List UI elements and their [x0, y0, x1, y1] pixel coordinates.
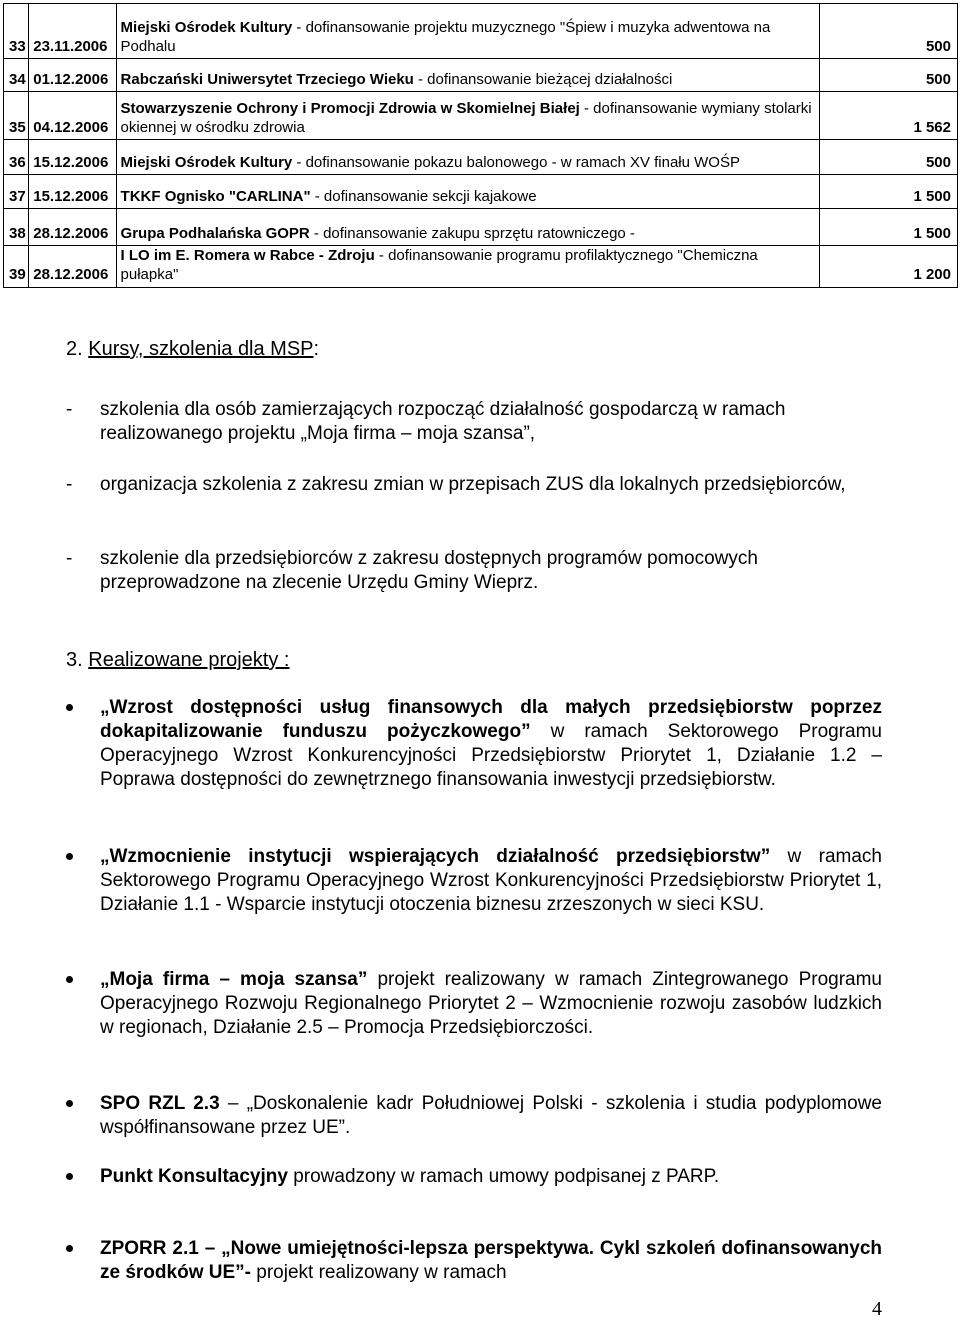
row-purpose: - dofinansowanie sekcji kajakowe: [310, 188, 537, 205]
row-purpose: - dofinansowanie programu profilaktycznego "Chemiczna pułapka": [120, 247, 758, 283]
row-amount: 1 500: [820, 175, 958, 209]
section-2-number: 2.: [66, 338, 83, 360]
project-description: w ramach Sektorowego Programu Operacyjnego Wzrost Konkurencyjności Przedsiębiorstw Priorytet 1, Działanie 1.2 – Poprawa dostępności do zewnętrznego finansowania inwestycji przedsiębiorstw.: [100, 721, 882, 790]
grants-table: [3, 3, 958, 288]
row-organization: Miejski Ośrodek Kultury: [120, 154, 293, 171]
section-3-heading: [66, 648, 289, 672]
row-purpose: - dofinansowanie projektu muzycznego "Śpiew i muzyka adwentowa na Podhalu: [120, 19, 771, 55]
row-organization: I LO im E. Romera w Rabce - Zdroju: [120, 247, 375, 264]
row-date: 23.11.2006: [29, 4, 116, 59]
row-description: [116, 175, 820, 209]
row-description: [116, 209, 820, 246]
section-3-title: Realizowane projekty :: [88, 649, 290, 671]
row-organization: Miejski Ośrodek Kultury: [120, 19, 293, 36]
row-amount: 500: [820, 4, 958, 59]
row-number: 38: [4, 209, 29, 246]
table-row: [4, 175, 958, 209]
row-amount: 500: [820, 140, 958, 175]
list-dash: -: [66, 474, 73, 495]
project-name: ZPORR 2.1 – „Nowe umiejętności-lepsza perspektywa. Cykl szkoleń dofinansowanych ze środków UE”-: [100, 1238, 882, 1283]
bullet-icon: [66, 1173, 73, 1180]
list-item-text: szkolenia dla osób zamierzających rozpocząć działalność gospodarczą w ramach realizowanego projektu „Moja firma – moja szansa”,: [100, 399, 786, 444]
bullet-icon: [66, 853, 73, 860]
row-date: 01.12.2006: [29, 59, 116, 92]
page-number: 4: [872, 1298, 882, 1320]
row-date: 15.12.2006: [29, 175, 116, 209]
row-purpose: - dofinansowanie wymiany stolarki okiennej w ośrodku zdrowia: [120, 100, 812, 136]
row-purpose: - dofinansowanie zakupu sprzętu ratowniczego -: [309, 225, 635, 242]
section-2-title: Kursy, szkolenia dla MSP: [88, 338, 314, 360]
table-row: [4, 246, 958, 288]
row-organization: Grupa Podhalańska GOPR: [120, 225, 310, 242]
row-description: [116, 140, 820, 175]
list-item-text: [100, 696, 882, 792]
row-number: 37: [4, 175, 29, 209]
list-item-text: organizacja szkolenia z zakresu zmian w przepisach ZUS dla lokalnych przedsiębiorców,: [100, 474, 846, 495]
table-row: [4, 59, 958, 92]
list-item-text: szkolenie dla przedsiębiorców z zakresu dostępnych programów pomocowych przeprowadzone na zlecenie Urzędu Gminy Wieprz.: [100, 548, 758, 593]
project-name: SPO RZL 2.3: [100, 1093, 220, 1114]
table-row: [4, 140, 958, 175]
row-date: 15.12.2006: [29, 140, 116, 175]
row-description: [116, 4, 820, 59]
list-item-text: [100, 845, 882, 917]
project-description: w ramach Sektorowego Programu Operacyjnego Wzrost Konkurencyjności Przedsiębiorstw Priorytet 1, Działanie 1.1 - Wsparcie instytucji otoczenia biznesu zrzeszonych w sieci KSU.: [100, 846, 882, 915]
row-description: [116, 246, 820, 288]
row-purpose: - dofinansowanie bieżącej działalności: [413, 71, 673, 88]
section-2-heading: [66, 337, 319, 361]
project-description: prowadzony w ramach umowy podpisanej z PARP.: [287, 1166, 720, 1187]
row-amount: 1 500: [820, 209, 958, 246]
row-organization: Rabczański Uniwersytet Trzeciego Wieku: [120, 71, 414, 88]
list-item-text: [100, 1165, 882, 1189]
row-number: 35: [4, 92, 29, 140]
row-number: 34: [4, 59, 29, 92]
bullet-icon: [66, 1100, 73, 1107]
bullet-icon: [66, 1245, 73, 1252]
section-3-number: 3.: [66, 649, 83, 671]
row-date: 28.12.2006: [29, 246, 116, 288]
bullet-icon: [66, 976, 73, 983]
row-number: 36: [4, 140, 29, 175]
table-row: [4, 209, 958, 246]
list-item-text: [100, 1237, 882, 1285]
table-row: [4, 92, 958, 140]
row-organization: TKKF Ognisko "CARLINA": [120, 188, 311, 205]
project-name: „Wzmocnienie instytucji wspierających działalność przedsiębiorstw”: [100, 846, 771, 867]
project-name: „Wzrost dostępności usług finansowych dla małych przedsiębiorstw poprzez dokapitalizowanie funduszu pożyczkowego”: [100, 697, 882, 742]
row-number: 39: [4, 246, 29, 288]
list-item-text: [100, 968, 882, 1040]
row-amount: 1 200: [820, 246, 958, 288]
row-description: [116, 92, 820, 140]
section-2-colon: :: [313, 338, 320, 360]
row-purpose: - dofinansowanie pokazu balonowego - w ramach XV finału WOŚP: [292, 154, 740, 171]
project-description: projekt realizowany w ramach: [250, 1262, 507, 1283]
project-name: Punkt Konsultacyjny: [100, 1166, 288, 1187]
list-item-text: [100, 1092, 882, 1140]
project-description: projekt realizowany w ramach Zintegrowanego Programu Operacyjnego Rozwoju Regionalnego Priorytet 2 – Wzmocnienie rozwoju zasobów ludzkich w regionach, Działanie 2.5 – Promocja Przedsiębiorczości.: [100, 969, 882, 1038]
row-description: [116, 59, 820, 92]
row-number: 33: [4, 4, 29, 59]
project-description: – „Doskonalenie kadr Południowej Polski - szkolenia i studia podyplomowe współfinansowane przez UE”.: [100, 1093, 882, 1138]
table-row: [4, 4, 958, 59]
bullet-icon: [66, 704, 73, 711]
list-dash: -: [66, 548, 73, 569]
row-amount: 1 562: [820, 92, 958, 140]
row-date: 04.12.2006: [29, 92, 116, 140]
row-amount: 500: [820, 59, 958, 92]
project-name: „Moja firma – moja szansa”: [100, 969, 368, 990]
row-date: 28.12.2006: [29, 209, 116, 246]
row-organization: Stowarzyszenie Ochrony i Promocji Zdrowia w Skomielnej Białej: [120, 100, 580, 117]
list-dash: -: [66, 399, 73, 420]
